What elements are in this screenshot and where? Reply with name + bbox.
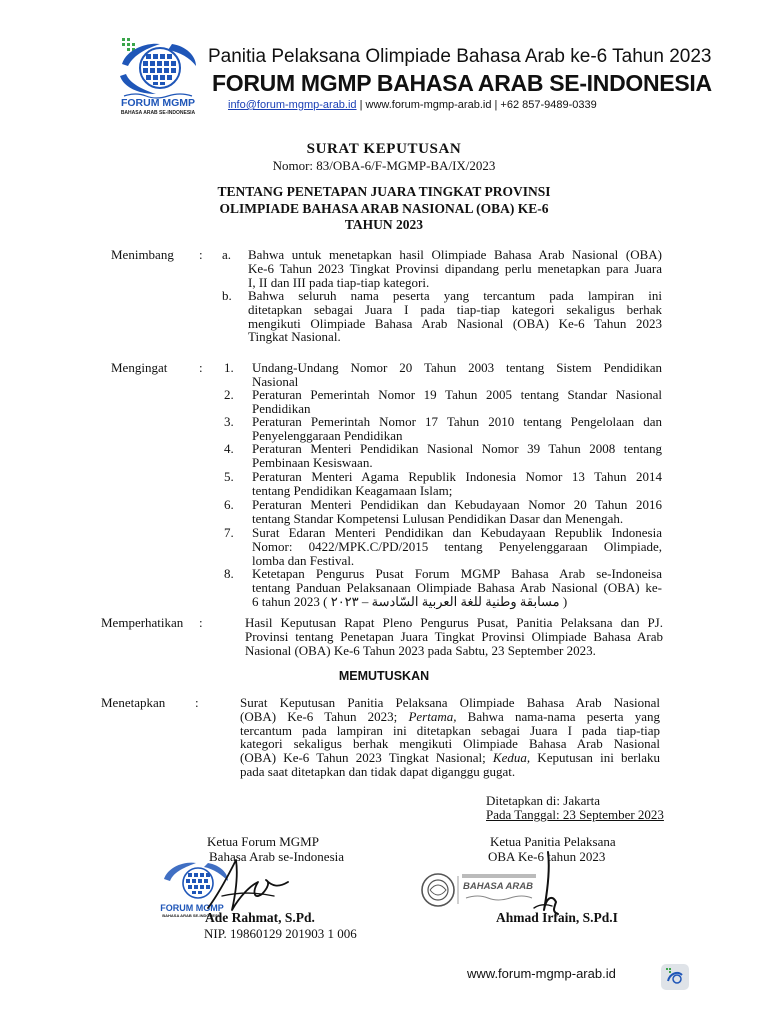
text-line: Pembinaan Kesiswaan. xyxy=(252,454,373,470)
menimbang-item-a xyxy=(248,248,662,289)
text-line xyxy=(240,710,660,724)
text-line: Undang-Undang Nomor 20 Tahun 2003 tentang Sistem Pendidikan xyxy=(252,360,662,375)
text-line: tentang Panduan Pelaksanaan Olimpiade Bahasa Arab Nasional (OBA) ke- xyxy=(252,579,662,595)
stamp-text: FORUM MGMP xyxy=(160,903,224,913)
memutuskan-heading: MEMUTUSKAN xyxy=(338,669,430,683)
oba-logo xyxy=(418,870,544,910)
menetapkan-label: Menetapkan xyxy=(101,695,166,710)
mengingat-item-7 xyxy=(252,526,662,567)
forum-mgmp-logo xyxy=(116,36,200,118)
text-line: 6 tahun 2023 ( مسابقة وطنية للغة العربية السّادسة – ٢٠٢٣ ) xyxy=(252,593,568,609)
menimbang-colon: : xyxy=(199,247,203,262)
document-title: SURAT KEPUTUSAN xyxy=(306,141,462,157)
left-signature xyxy=(200,852,296,918)
mengingat-item-3 xyxy=(252,415,662,443)
text-line: Ke-6 Tahun 2023 Tingkat Provinsi dipandang perlu menetapkan para Juara xyxy=(248,260,662,276)
text-line: Peraturan Pemerintah Nomor 19 Tahun 2005 tentang Standar Nasional xyxy=(252,387,662,402)
logo-text: FORUM MGMP xyxy=(120,97,196,109)
right-signatory-title-1: Ketua Panitia Pelaksana xyxy=(490,834,616,849)
menimbang-item-b xyxy=(248,289,662,344)
header-committee-line: Panitia Pelaksana Olimpiade Bahasa Arab ke-6 Tahun 2023 xyxy=(208,46,712,67)
header-organization-name: FORUM MGMP BAHASA ARAB SE-INDONESIA xyxy=(212,70,712,96)
text-line: Peraturan Menteri Pendidikan dan Kebudayaan Nomor 20 Tahun 2016 xyxy=(252,497,662,512)
right-signatory-title-2: OBA Ke-6 tahun 2023 xyxy=(488,849,606,864)
ditetapkan-place: Ditetapkan di: Jakarta xyxy=(486,793,601,808)
memperhatikan-colon: : xyxy=(199,615,203,630)
mengingat-num-3: 3. xyxy=(224,414,234,429)
mengingat-item-6 xyxy=(252,498,662,526)
stamp-subtext: BAHASA ARAB SE-INDONESIA xyxy=(162,913,222,918)
menetapkan-colon: : xyxy=(195,695,199,710)
text-segment: (OBA) Ke-6 Tahun 2023; xyxy=(240,708,409,724)
right-signature xyxy=(528,848,568,918)
emphasis-kedua: Kedua, xyxy=(492,750,531,766)
text-segment: Bahwa nama-nama peserta yang xyxy=(456,708,660,724)
header-email-link[interactable]: info@forum-mgmp-arab.id xyxy=(228,99,357,111)
text-line: kategori sekaligus berhak mengikuti Olimpiade Bahasa Arab Nasional xyxy=(240,736,660,752)
text-line: Peraturan Menteri Agama Republik Indonesia Nomor 13 Tahun 2014 xyxy=(252,469,662,484)
text-line: Tingkat Nasional. xyxy=(248,329,341,345)
left-signatory-nip: NIP. 19860129 201903 1 006 xyxy=(204,926,357,941)
header-contact-line xyxy=(228,99,597,111)
mengingat-colon: : xyxy=(199,360,203,375)
subject-line-3: TAHUN 2023 xyxy=(344,217,424,232)
mengingat-item-2 xyxy=(252,388,662,416)
mengingat-label: Mengingat xyxy=(111,360,168,375)
emphasis-pertama: Pertama, xyxy=(408,708,457,724)
document-number: Nomor: 83/OBA-6/F-MGMP-BA/IX/2023 xyxy=(272,158,496,173)
menimbang-label: Menimbang xyxy=(111,247,174,262)
ditetapkan-date: Pada Tanggal: 23 September 2023 xyxy=(486,807,664,822)
menimbang-marker-a: a. xyxy=(222,247,232,262)
text-line: Nasional (OBA) Ke-6 Tahun 2023 pada Sabtu, 23 September 2023. xyxy=(245,642,596,658)
left-signatory-name: Ade Rahmat, S.Pd. xyxy=(205,910,315,925)
text-line: Peraturan Menteri Pendidikan Nasional Nomor 39 Tahun 2008 tentang xyxy=(252,441,662,456)
text-line: tentang Pendidikan Keagamaan Islam; xyxy=(252,482,453,498)
text-line: lomba dan Festival. xyxy=(252,552,355,568)
mengingat-num-6: 6. xyxy=(224,497,234,512)
mengingat-num-4: 4. xyxy=(224,441,234,456)
right-signatory-name: Ahmad Irfain, S.Pd.I xyxy=(496,910,618,925)
menetapkan-text xyxy=(240,696,660,779)
text-line: tentang Standar Kompetensi Lulusan Pendidikan Dasar dan Menengah. xyxy=(252,510,624,526)
oba-logo-text: BAHASA ARAB xyxy=(462,881,534,892)
memperhatikan-label: Memperhatikan xyxy=(101,615,184,630)
mengingat-item-4 xyxy=(252,442,662,470)
text-line: Nomor: 0422/MPK.C/PD/2015 tentang Penyelenggaraan Olimpiade, xyxy=(252,538,662,554)
text-line: ditetapkan sebagai Juara I pada tiap-tiap kategori sekaligus berhak xyxy=(248,301,662,317)
mengingat-num-1: 1. xyxy=(224,360,234,375)
text-line: Bahwa untuk menetapkan hasil Olimpiade Bahasa Arab Nasional (OBA) xyxy=(248,247,662,262)
mengingat-num-8: 8. xyxy=(224,566,234,581)
mengingat-item-8 xyxy=(252,567,662,608)
text-line: Hasil Keputusan Rapat Pleno Pengurus Pusat, Panitia Pelaksana dan PJ. xyxy=(245,615,663,630)
text-line: Nasional xyxy=(252,373,299,389)
text-line: Surat Edaran Menteri Pendidikan dan Kebudayaan Republik Indonesia xyxy=(252,525,662,540)
text-line: mengikuti Olimpiade Bahasa Arab Nasional (OBA) Ke-6 Tahun 2023 xyxy=(248,315,662,331)
text-line: I, II dan III pada tiap-tiap kategori. xyxy=(248,274,430,290)
header-contact-rest: | www.forum-mgmp-arab.id | +62 857-9489-0339 xyxy=(356,99,597,111)
subject-line-1: TENTANG PENETAPAN JUARA TINGKAT PROVINSI xyxy=(217,184,551,199)
mengingat-num-2: 2. xyxy=(224,387,234,402)
text-segment: (OBA) Ke-6 Tahun 2023 Tingkat Nasional; xyxy=(240,750,493,766)
footer-url[interactable]: www.forum-mgmp-arab.id xyxy=(467,966,616,981)
text-line: Penyelenggaraan Pendidikan xyxy=(252,427,403,443)
text-line xyxy=(240,751,660,765)
mgmp-small-icon xyxy=(660,963,690,991)
text-line: pada saat ditetapkan dan tidak dapat diganggu gugat. xyxy=(240,763,516,779)
left-signatory-title-1: Ketua Forum MGMP xyxy=(207,834,319,849)
text-line: Pendidikan xyxy=(252,400,311,416)
mengingat-item-5 xyxy=(252,470,662,498)
text-line: tercantum pada lampiran ini ditetapkan sebagai Juara I pada tiap-tiap xyxy=(240,722,660,738)
text-line: Ketetapan Pengurus Pusat Forum MGMP Bahasa Arab se-Indoneisa xyxy=(252,566,662,581)
memperhatikan-text xyxy=(245,616,663,657)
mengingat-num-7: 7. xyxy=(224,525,234,540)
subject-line-2: OLIMPIADE BAHASA ARAB NASIONAL (OBA) KE-6 xyxy=(219,201,549,216)
text-line: Provinsi tentang Penetapan Juara Tingkat Provinsi Olimpiade Bahasa Arab xyxy=(245,628,663,644)
menimbang-marker-b: b. xyxy=(222,288,232,303)
text-line: Bahwa seluruh nama peserta yang tercantum pada lampiran ini xyxy=(248,288,662,303)
mengingat-item-1 xyxy=(252,361,662,389)
text-segment: Keputusan ini berlaku xyxy=(530,750,660,766)
left-signatory-title-2: Bahasa Arab se-Indonesia xyxy=(209,849,345,864)
mengingat-num-5: 5. xyxy=(224,469,234,484)
logo-subtext: BAHASA ARAB SE-INDONESIA xyxy=(120,110,196,116)
text-line: Surat Keputusan Panitia Pelaksana Olimpiade Bahasa Arab Nasional xyxy=(240,695,660,710)
text-line: Peraturan Pemerintah Nomor 17 Tahun 2010 tentang Pengelolaan dan xyxy=(252,414,662,429)
